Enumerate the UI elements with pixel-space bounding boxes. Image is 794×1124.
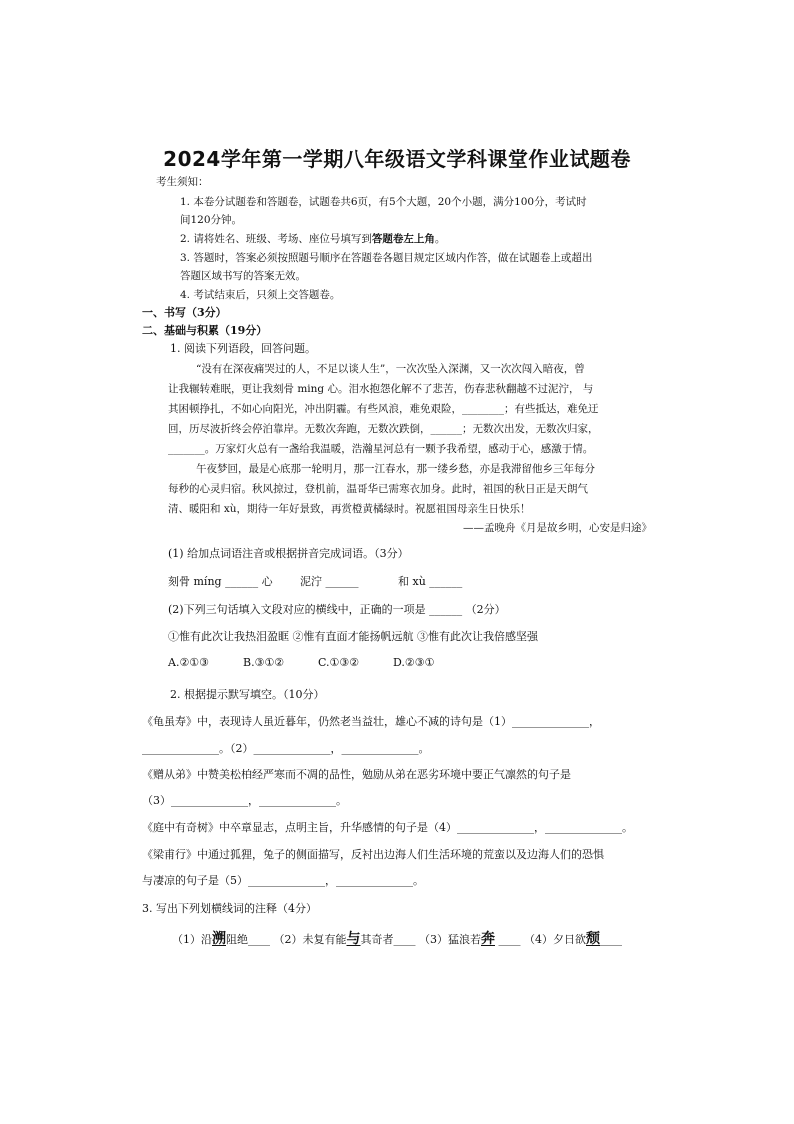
section-writing: 一、书写（3分） (142, 306, 227, 319)
notice-item-2b: 答题卷左上角 (371, 233, 435, 245)
recitation-line: 与凄凉的句子是（5）______________，______________。 (142, 874, 424, 887)
recitation-line: 《赠从弟》中赞美松柏经严寒而不凋的品性，勉励从弟在恶劣环境中要正气凛然的句子是 (142, 768, 571, 781)
question-3-items (172, 928, 622, 948)
q3-item-3-prefix: （3）猛浪若 (419, 933, 481, 946)
recitation-line: ______________。（2）______________，______________。 (142, 742, 430, 755)
question-2-stem: 2. 根据提示默写填空。（10分） (170, 688, 325, 701)
passage-line: 清、暖阳和 xù，期待一年好景致，再赏橙黄橘绿时。祝愿祖国母亲生日快乐！ (168, 503, 531, 515)
passage-source: ——孟晚舟《月是故乡明，心安是归途》 (463, 522, 652, 534)
q3-item-3-suffix: ____ (495, 933, 521, 946)
choice-d: D.②③① (393, 656, 435, 669)
notice-item-1a: 1. 本卷分试题卷和答题卷，试题卷共6页，有5个大题，20个小题，满分100分，考试时 (180, 196, 587, 208)
recitation-line: （3）______________，______________。 (142, 794, 347, 807)
question-3-stem: 3. 写出下列划横线词的注释（4分） (142, 902, 317, 915)
notice-item-1b: 间120分钟。 (180, 214, 243, 226)
q3-item-4-suffix: ____ (600, 933, 622, 946)
page-title: 2024学年第一学期八年级语文学科课堂作业试题卷 (163, 147, 631, 171)
section-basics: 二、基础与积累（19分） (142, 324, 268, 337)
question-1-sub-1: (1) 给加点词语注音或根据拼音完成词语。（3分） (168, 547, 409, 560)
question-1-sub-2: (2)下列三句话填入文段对应的横线中，正确的一项是 ______ （2分） (168, 603, 506, 616)
notice-item-4: 4. 考试结束后，只须上交答题卷。 (180, 289, 341, 301)
notice-item-2 (180, 229, 445, 249)
question-1-stem: 1. 阅读下列语段，回答问题。 (170, 342, 316, 355)
q3-item-1-suffix: 阻绝____ (226, 933, 270, 946)
recitation-line: 《龟虽寿》中，表现诗人虽近暮年，仍然老当益壮，雄心不减的诗句是（1）______________， (142, 715, 600, 728)
q3-item-1-prefix: （1）沿 (172, 933, 212, 946)
notice-item-3b: 答题区域书写的答案无效。 (180, 270, 306, 282)
choice-a: A.②①③ (168, 656, 210, 669)
passage-line: “没有在深夜痛哭过的人，不足以谈人生”，一次次坠入深渊，又一次次闯入暗夜，曾 (196, 363, 585, 375)
passage-line: 午夜梦回，最是心底那一轮明月，那一江春水，那一缕乡愁，亦是我滞留他乡三年每分 (196, 463, 595, 475)
q3-item-3-word: 奔 (481, 931, 495, 947)
notice-item-3a: 3. 答题时，答案必须按照题号顺序在答题卷各题目规定区域内作答，做在试题卷上或超出 (180, 252, 593, 264)
passage-line: _______。万家灯火总有一盏给我温暖，浩瀚星河总有一颗予我希望，感动于心，感激于情。 (168, 443, 594, 455)
q3-item-4-prefix: （4）夕日欲 (524, 933, 586, 946)
passage-line: 回，历尽波折终会停泊靠岸。无数次奔跑，无数次跌倒，______；无数次出发，无数次归家， (168, 423, 599, 435)
recitation-line: 《庭中有奇树》中卒章显志，点明主旨，升华感情的句子是（4）______________，______________。 (142, 821, 633, 834)
recitation-line: 《梁甫行》中通过狐狸，兔子的侧面描写，反衬出边海人们生活环境的荒蛮以及边海人们的恐惧 (142, 848, 604, 861)
choice-c: C.①③② (318, 656, 360, 669)
notice-item-2c: 。 (434, 233, 446, 245)
passage-line: 每秒的心灵归宿。秋风掠过，登机前，温哥华已需寒衣加身。此时，祖国的秋日正是天朗气 (168, 483, 588, 495)
q3-item-4-word: 颓 (586, 931, 600, 947)
notice-heading: 考生须知： (156, 176, 209, 188)
question-1-sub-2-options: ①惟有此次让我热泪盈眶 ②惟有直面才能扬帆远航 ③惟有此次让我倍感坚强 (168, 630, 538, 643)
passage-line: 其困顿挣扎，不如心向阳光，冲出阴霾。有些风浪，难免艰险，________；有些抵达，难免迂 (168, 403, 599, 415)
q3-item-2-suffix: 其奇者____ (360, 933, 416, 946)
answer-blank-1c: 和 xù ______ (398, 575, 463, 588)
choice-b: B.③①② (243, 656, 285, 669)
q3-item-1-word: 溯 (212, 931, 226, 947)
q3-item-2-word: 与 (346, 931, 361, 947)
answer-blank-1a: 刻骨 míng ______ 心 (168, 575, 273, 588)
notice-item-2a: 2. 请将姓名、班级、考场、座位号填写到 (180, 233, 372, 245)
q3-item-2-prefix: （2）未复有能 (273, 933, 347, 946)
answer-blank-1b: 泥泞 ______ (300, 575, 359, 588)
passage-line: 让我辗转难眠，更让我刻骨 ming 心。泪水抱怨化解不了悲苦，伤春悲秋翻越不过泥泞， 与 (168, 383, 594, 395)
